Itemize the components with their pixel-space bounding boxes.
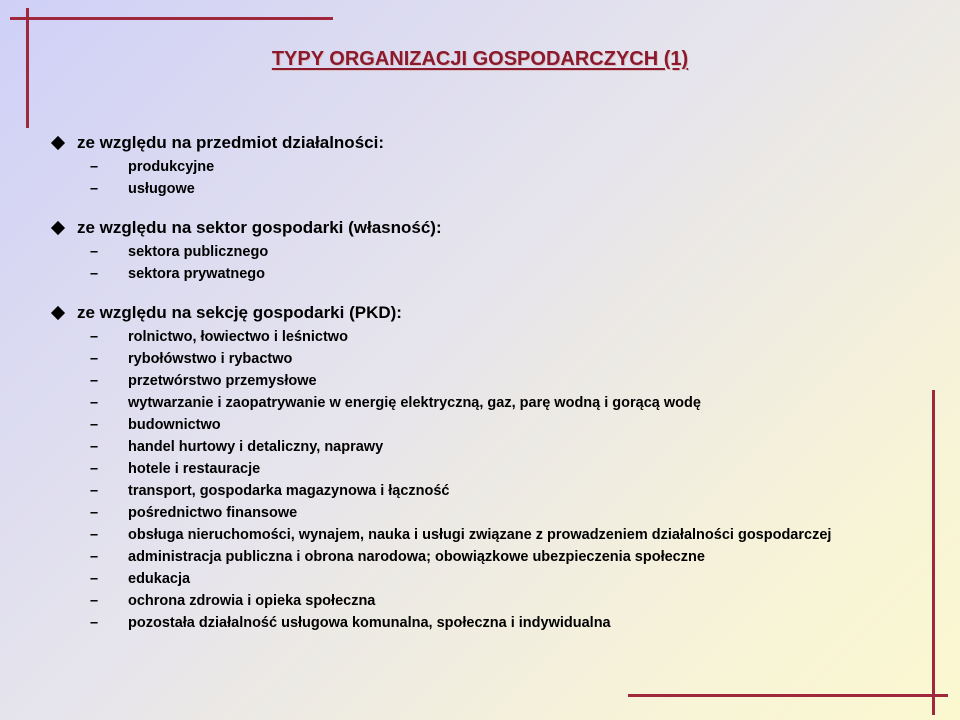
diamond-bullet-icon (51, 221, 65, 235)
section-heading (50, 217, 930, 239)
list-item: – rolnictwo, łowiectwo i leśnictwo (50, 326, 930, 348)
bottom-right-vertical-line (932, 390, 935, 715)
item-list (50, 326, 930, 634)
diamond-bullet-icon (51, 136, 65, 150)
dash-marker: – (90, 549, 99, 565)
list-item: – pozostała działalność usługowa komunalna, społeczna i indywidualna (50, 612, 930, 634)
section-ownership (50, 217, 930, 285)
list-item: – produkcyjne (50, 156, 930, 178)
list-item: – handel hurtowy i detaliczny, naprawy (50, 436, 930, 458)
dash-marker: – (90, 461, 99, 477)
slide-content (50, 132, 930, 651)
list-item: – sektora prywatnego (50, 263, 930, 285)
dash-marker: – (90, 329, 99, 345)
dash-marker: – (90, 527, 99, 543)
list-item: – pośrednictwo finansowe (50, 502, 930, 524)
dash-marker: – (90, 505, 99, 521)
list-item: – edukacja (50, 568, 930, 590)
section-heading (50, 302, 930, 324)
dash-marker: – (90, 417, 99, 433)
list-item: – budownictwo (50, 414, 930, 436)
list-item: – administracja publiczna i obrona narodowa; obowiązkowe ubezpieczenia społeczne (50, 546, 930, 568)
list-item: – ochrona zdrowia i opieka społeczna (50, 590, 930, 612)
list-item: – rybołówstwo i rybactwo (50, 348, 930, 370)
heading-text: ze względu na sekcję gospodarki (PKD): (77, 303, 402, 322)
diamond-bullet-icon (51, 306, 65, 320)
list-item: – obsługa nieruchomości, wynajem, nauka i usługi związane z prowadzeniem działalności gospodarczej (50, 524, 930, 546)
section-heading (50, 132, 930, 154)
dash-marker: – (90, 593, 99, 609)
bottom-right-horizontal-line (628, 694, 948, 697)
list-item: – sektora publicznego (50, 241, 930, 263)
dash-marker: – (90, 439, 99, 455)
dash-marker: – (90, 373, 99, 389)
slide-title: TYPY ORGANIZACJI GOSPODARCZYCH (1) (271, 48, 689, 70)
section-activity (50, 132, 930, 200)
section-pkd (50, 302, 930, 634)
dash-marker: – (90, 244, 99, 260)
list-item: – usługowe (50, 178, 930, 200)
dash-marker: – (90, 159, 99, 175)
heading-text: ze względu na sektor gospodarki (własność): (77, 218, 442, 237)
list-item: – wytwarzanie i zaopatrywanie w energię elektryczną, gaz, parę wodną i gorącą wodę (50, 392, 930, 414)
dash-marker: – (90, 483, 99, 499)
dash-marker: – (90, 395, 99, 411)
item-list (50, 241, 930, 285)
list-item: – transport, gospodarka magazynowa i łączność (50, 480, 930, 502)
heading-text: ze względu na przedmiot działalności: (77, 133, 384, 152)
dash-marker: – (90, 351, 99, 367)
dash-marker: – (90, 571, 99, 587)
item-list (50, 156, 930, 200)
dash-marker: – (90, 266, 99, 282)
top-left-horizontal-line (10, 17, 333, 20)
dash-marker: – (90, 181, 99, 197)
dash-marker: – (90, 615, 99, 631)
list-item: – przetwórstwo przemysłowe (50, 370, 930, 392)
list-item: – hotele i restauracje (50, 458, 930, 480)
